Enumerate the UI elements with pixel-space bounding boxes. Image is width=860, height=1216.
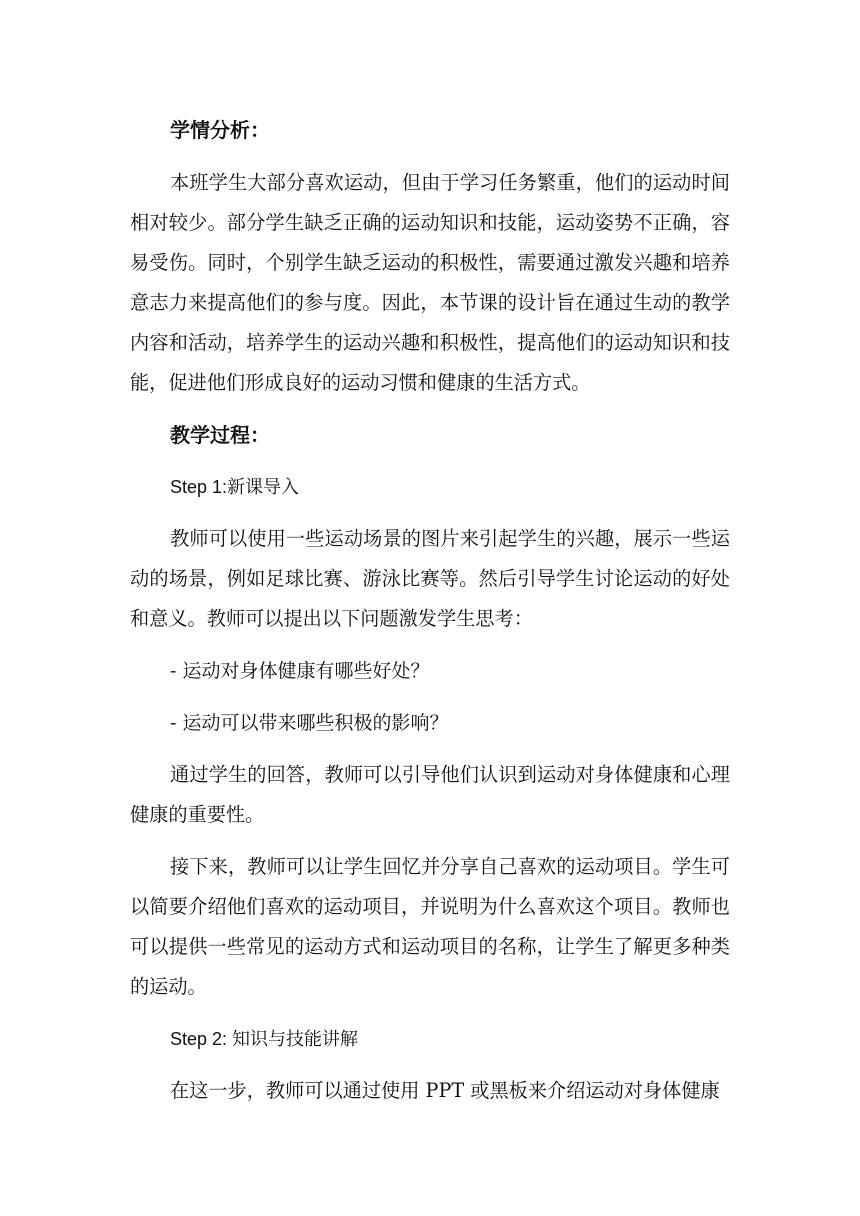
document-page (130, 0, 730, 1111)
bullet-item-1: - 运动对身体健康有哪些好处？ (170, 660, 430, 682)
step-1-paragraph-2: 通过学生的回答，教师可以引导他们认识到运动对身体健康和心理健康的重要性。 (130, 763, 730, 826)
step-2-paragraph-1: 在这一步，教师可以通过使用 PPT 或黑板来介绍运动对身体健康 (170, 1079, 720, 1102)
step-1-paragraph-3: 接下来，教师可以让学生回忆并分享自己喜欢的运动项目。学生可以简要介绍他们喜欢的运动项目，并说明为什么喜欢这个项目。教师也可以提供一些常见的运动方式和运动项目的名称，让学生了解更多种类的运动。 (130, 855, 730, 998)
step-1-label: Step 1:新课导入 (170, 477, 300, 497)
section-heading-learning-analysis: 学情分析： (170, 118, 270, 142)
step-2-label: Step 2: 知识与技能讲解 (170, 1029, 359, 1049)
step-1-paragraph-1: 教师可以使用一些运动场景的图片来引起学生的兴趣，展示一些运动的场景，例如足球比赛、游泳比赛等。然后引导学生讨论运动的好处和意义。教师可以提出以下问题激发学生思考： (130, 527, 730, 630)
learning-analysis-paragraph: 本班学生大部分喜欢运动，但由于学习任务繁重，他们的运动时间相对较少。部分学生缺乏正确的运动知识和技能，运动姿势不正确，容易受伤。同时，个别学生缺乏运动的积极性，需要通过激发兴趣和培养意志力来提高他们的参与度。因此，本节课的设计旨在通过生动的教学内容和活动，培养学生的运动兴趣和积极性，提高他们的运动知识和技能，促进他们形成良好的运动习惯和健康的生活方式。 (130, 171, 730, 394)
section-heading-teaching-process: 教学过程： (170, 423, 270, 447)
bullet-item-2: - 运动可以带来哪些积极的影响？ (170, 712, 449, 734)
